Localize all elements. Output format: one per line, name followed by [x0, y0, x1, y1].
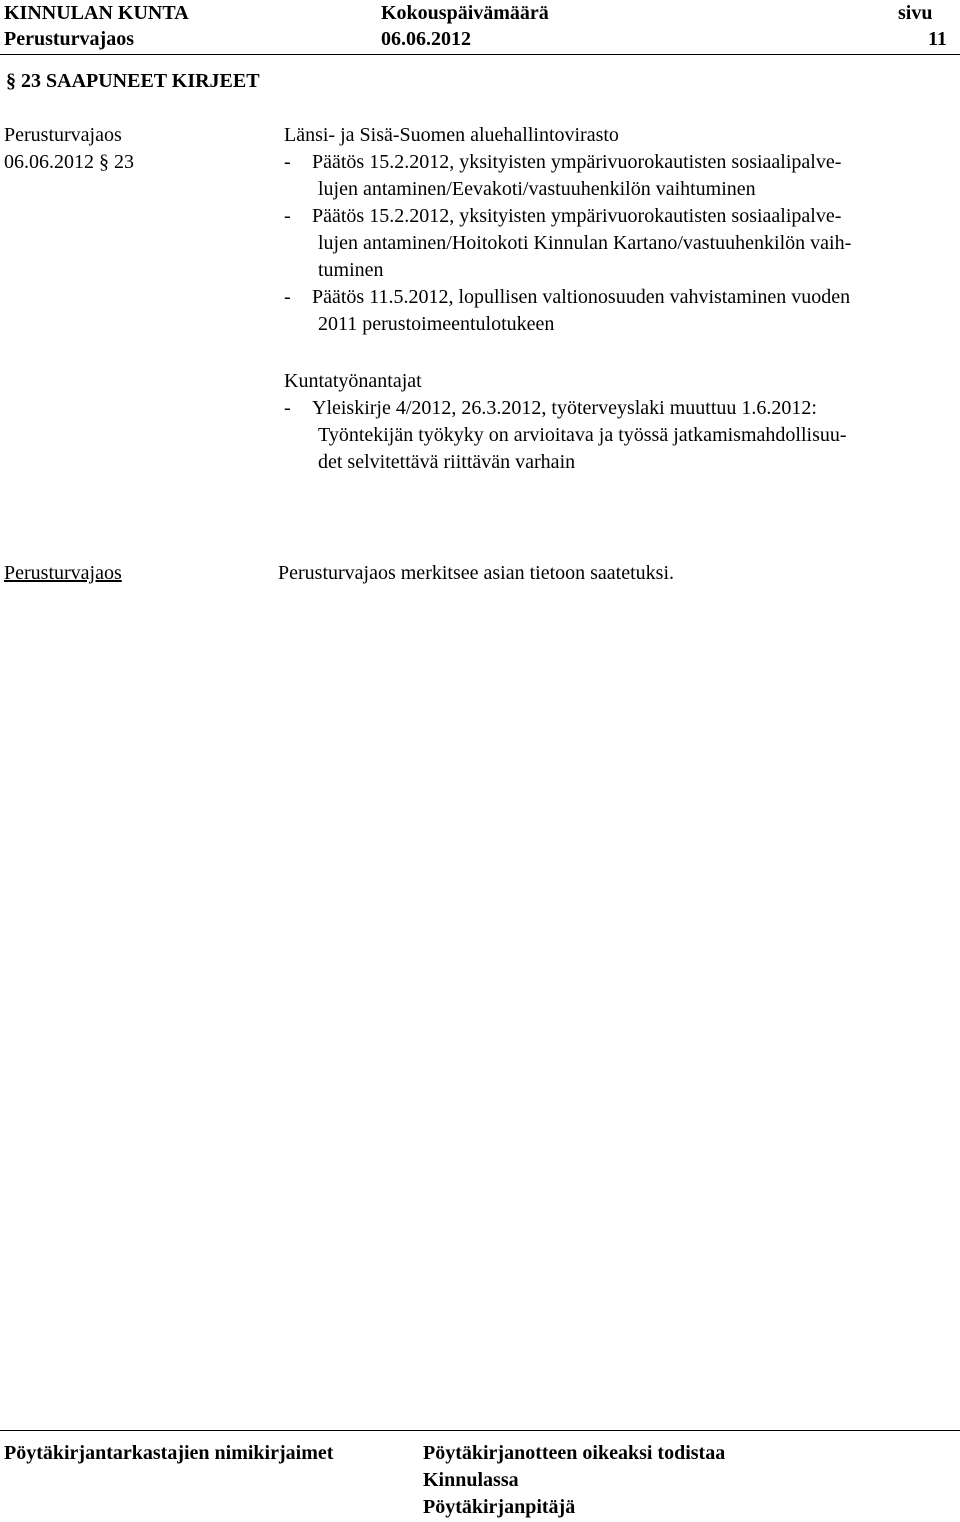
meta-date-reference: 06.06.2012 § 23	[4, 151, 134, 173]
list-marker: -	[284, 205, 291, 227]
certification-label: Pöytäkirjanotteen oikeaksi todistaa	[423, 1442, 726, 1464]
list-item	[284, 395, 847, 422]
footer-divider	[0, 1430, 960, 1431]
list-marker: -	[284, 151, 291, 173]
certification-place: Kinnulassa	[423, 1469, 519, 1491]
list-item	[284, 203, 851, 230]
minutes-keeper-label: Pöytäkirjanpitäjä	[423, 1496, 576, 1518]
section-heading: § 23 SAAPUNEET KIRJEET	[6, 70, 260, 92]
list-item-text: Päätös 15.2.2012, yksityisten ympärivuorokautisten sosiaalipalve-	[312, 205, 842, 227]
list-item	[284, 149, 851, 176]
list-item-continuation: lujen antaminen/Hoitokoti Kinnulan Kartano/vastuuhenkilön vaih-	[318, 232, 852, 254]
meeting-date: 06.06.2012	[381, 28, 471, 50]
list-item-continuation: tuminen	[318, 259, 384, 281]
list-marker: -	[284, 397, 291, 419]
employers-block	[284, 368, 847, 476]
decision-label: Perusturvajaos	[4, 562, 122, 584]
page-number: 11	[928, 28, 947, 50]
department-name: Perusturvajaos	[4, 28, 134, 50]
list-item-text: Yleiskirje 4/2012, 26.3.2012, työterveyslaki muuttuu 1.6.2012:	[312, 397, 817, 419]
list-item-continuation: 2011 perustoimeentulotukeen	[318, 313, 555, 335]
list-item-continuation: Työntekijän työkyky on arvioitava ja työssä jatkamismahdollisuu-	[318, 424, 847, 446]
meta-body-name: Perusturvajaos	[4, 124, 122, 146]
list-item-text: Päätös 15.2.2012, yksityisten ympärivuorokautisten sosiaalipalve-	[312, 151, 842, 173]
list-marker: -	[284, 286, 291, 308]
organization-name: KINNULAN KUNTA	[4, 2, 189, 24]
list-item-text: Päätös 11.5.2012, lopullisen valtionosuuden vahvistaminen vuoden	[312, 286, 851, 308]
list-item-continuation: det selvitettävä riittävän varhain	[318, 451, 576, 473]
reviewers-initials-label: Pöytäkirjantarkastajien nimikirjaimet	[4, 1442, 334, 1464]
header-divider	[0, 54, 960, 55]
page-label: sivu	[898, 2, 933, 24]
meeting-date-label: Kokouspäivämäärä	[381, 2, 549, 24]
list-item	[284, 284, 851, 311]
list-item-continuation: lujen antaminen/Eevakoti/vastuuhenkilön vaihtuminen	[318, 178, 756, 200]
letters-sender: Länsi- ja Sisä-Suomen aluehallintovirasto	[284, 124, 619, 146]
decision-text: Perusturvajaos merkitsee asian tietoon saatetuksi.	[278, 562, 675, 584]
letters-block	[284, 122, 851, 338]
employers-sender: Kuntatyönantajat	[284, 370, 422, 392]
